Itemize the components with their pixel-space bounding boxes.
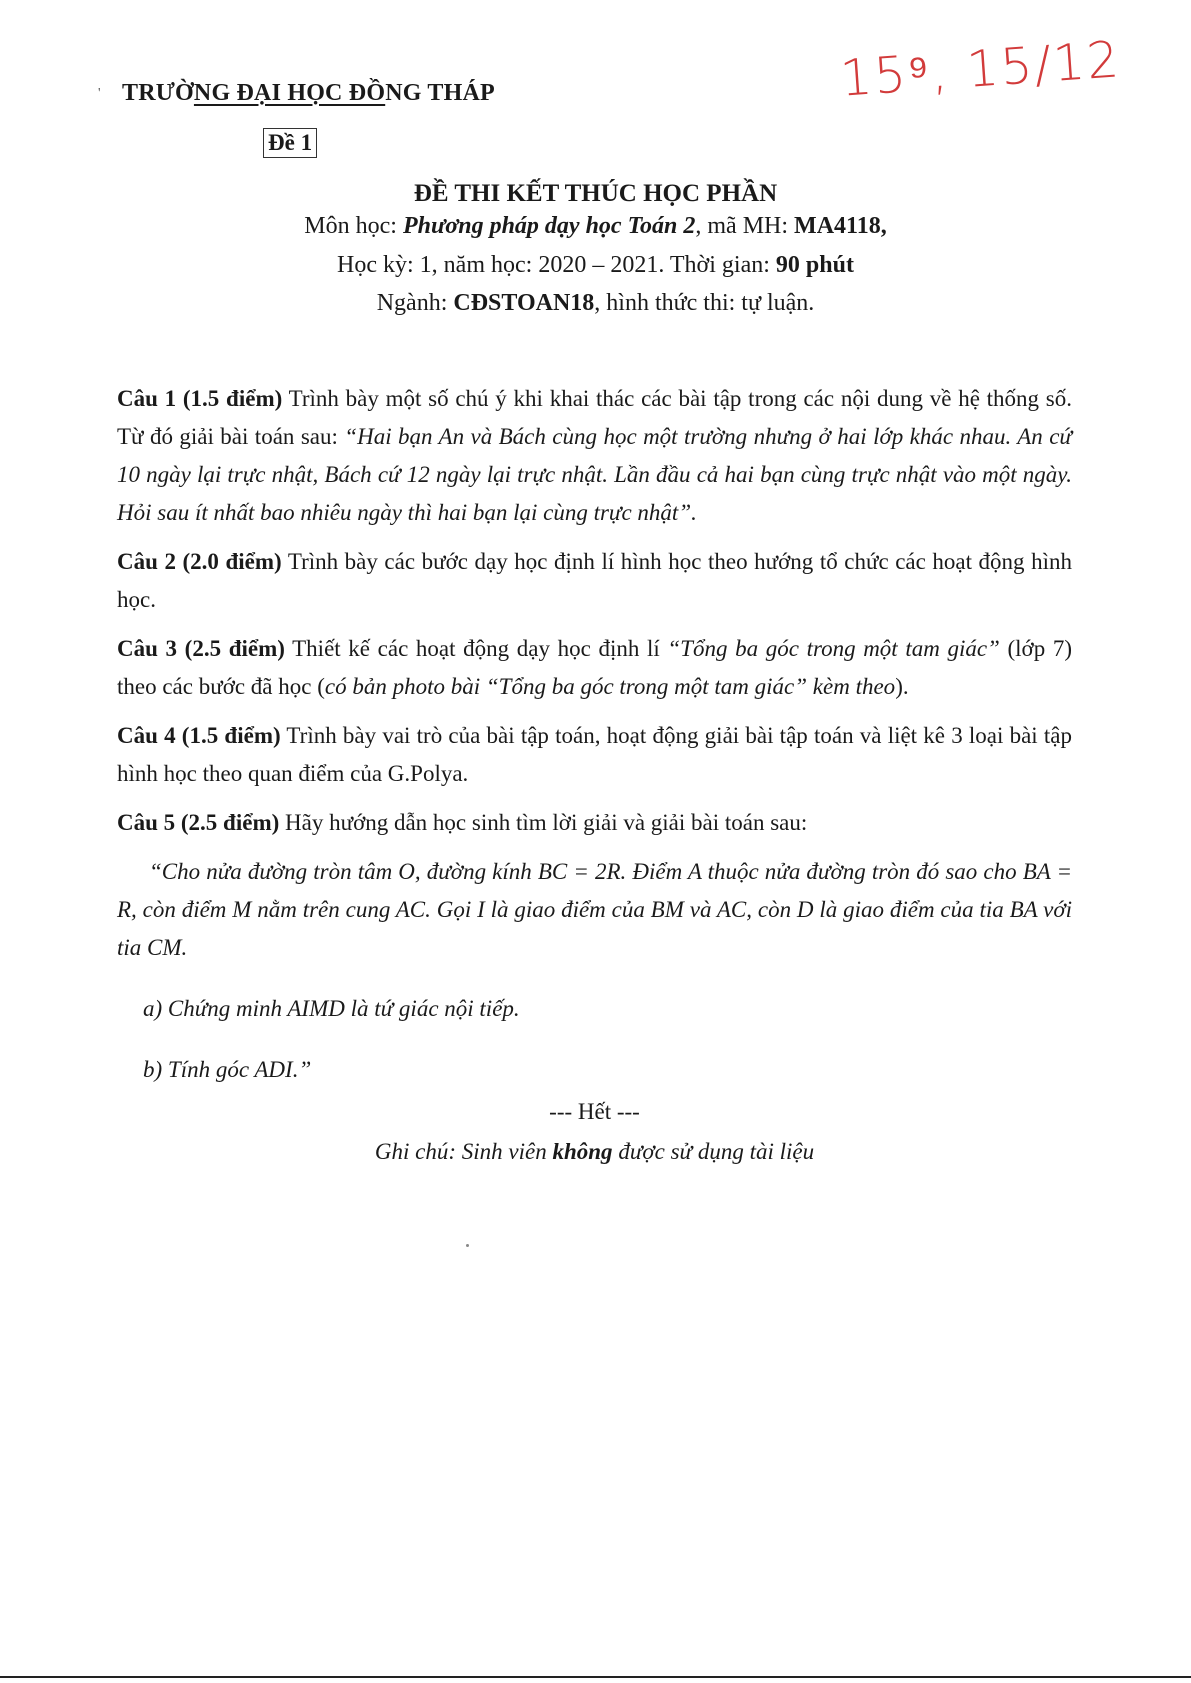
subject-label: Môn học:: [304, 213, 403, 239]
question-5-part-b: b) Tính góc ADI.”: [143, 1057, 312, 1082]
question-5: [117, 804, 1072, 842]
question-2-label: Câu 2 (2.0 điểm): [117, 549, 282, 574]
question-1-text: Trình bày một số chú ý khi khai thác các bài tập trong các nội dung về hệ thống số. Từ đó giải bài toán sau:: [117, 386, 1072, 449]
question-5-text: Hãy hướng dẫn học sinh tìm lời giải và giải bài toán sau:: [279, 810, 808, 835]
question-5-label: Câu 5 (2.5 điểm): [117, 810, 280, 835]
major-code: CĐSTOAN18: [453, 290, 595, 316]
question-5-problem: “Cho nửa đường tròn tâm O, đường kính BC = 2R. Điểm A thuộc nửa đường tròn đó sao cho BA = R, còn điểm M nằm trên cung AC. Gọi I là giao điểm của BM và AC, còn D là giao điểm của tia BA với tia CM.: [117, 859, 1072, 960]
question-4-text: Trình bày vai trò của bài tập toán, hoạt động giải bài tập toán và liệt kê 3 loại bài tập hình học theo quan điểm của G.Polya.: [117, 723, 1072, 786]
subject-line: [0, 213, 1191, 240]
semester-text: Học kỳ: 1, năm học: 2020 – 2021. Thời gian:: [337, 252, 776, 278]
subject-code: MA4118,: [794, 213, 887, 239]
exam-form: , hình thức thi: tự luận.: [594, 290, 815, 316]
question-3-label: Câu 3 (2.5 điểm): [117, 636, 285, 661]
question-3-text-2: (lớp 7) theo các bước đã học (: [117, 636, 1072, 699]
note-prefix: Ghi chú: Sinh viên: [374, 1139, 553, 1164]
exam-title: ĐỀ THI KẾT THÚC HỌC PHẦN: [413, 180, 778, 207]
question-3: [117, 630, 1072, 706]
school-name-suffix: NG THÁP: [385, 80, 495, 106]
footer-note: [117, 1133, 1072, 1171]
school-name-prefix: TRƯỜ: [122, 80, 194, 106]
question-3-attachment: có bản photo bài “Tổng ba góc trong một tam giác” kèm theo: [324, 674, 896, 699]
end-mark: --- Hết ---: [549, 1099, 640, 1124]
question-1-label: Câu 1 (1.5 điểm): [117, 386, 283, 411]
major-line: [0, 290, 1191, 317]
question-3-text: Thiết kế các hoạt động dạy học định lí: [284, 636, 668, 661]
exam-questions: [117, 380, 1072, 1171]
subject-name: Phương pháp dạy học Toán 2: [402, 213, 696, 239]
subject-code-label: , mã MH:: [695, 213, 795, 239]
question-3-text-3: ).: [895, 674, 909, 699]
question-5-part-a: a) Chứng minh AIMD là tứ giác nội tiếp.: [143, 996, 520, 1021]
scan-bottom-edge: [0, 1676, 1191, 1678]
major-label: Ngành:: [376, 290, 454, 316]
note-bold: không: [552, 1139, 613, 1164]
semester-line: [0, 252, 1191, 279]
note-suffix: được sử dụng tài liệu: [612, 1139, 815, 1164]
exam-duration: 90 phút: [775, 252, 854, 278]
scan-speck: [466, 1244, 469, 1247]
question-3-theorem: “Tổng ba góc trong một tam giác”: [667, 636, 1000, 661]
question-1-problem: “Hai bạn An và Bách cùng học một trường nhưng ở hai lớp khác nhau. An cứ 10 ngày lại trực nhật, Bách cứ 12 ngày lại trực nhật. Lần đầu cả hai bạn cùng trực nhật vào một ngày. Hỏi sau ít nhất bao nhiêu ngày thì hai bạn lại cùng trực nhật”.: [117, 424, 1072, 525]
school-name: [122, 80, 495, 107]
exam-code-box: Đề 1: [263, 128, 317, 158]
question-2-text: Trình bày các bước dạy học định lí hình học theo hướng tổ chức các hoạt động hình học.: [117, 549, 1072, 612]
question-4: [117, 717, 1072, 793]
question-2: [117, 543, 1072, 619]
question-1: [117, 380, 1072, 532]
question-4-label: Câu 4 (1.5 điểm): [117, 723, 281, 748]
school-name-underlined: NG ĐẠI HỌC ĐỒ: [193, 80, 386, 106]
scan-mark: ': [98, 86, 101, 101]
handwritten-note: 15⁹, 15/12: [838, 30, 1123, 108]
